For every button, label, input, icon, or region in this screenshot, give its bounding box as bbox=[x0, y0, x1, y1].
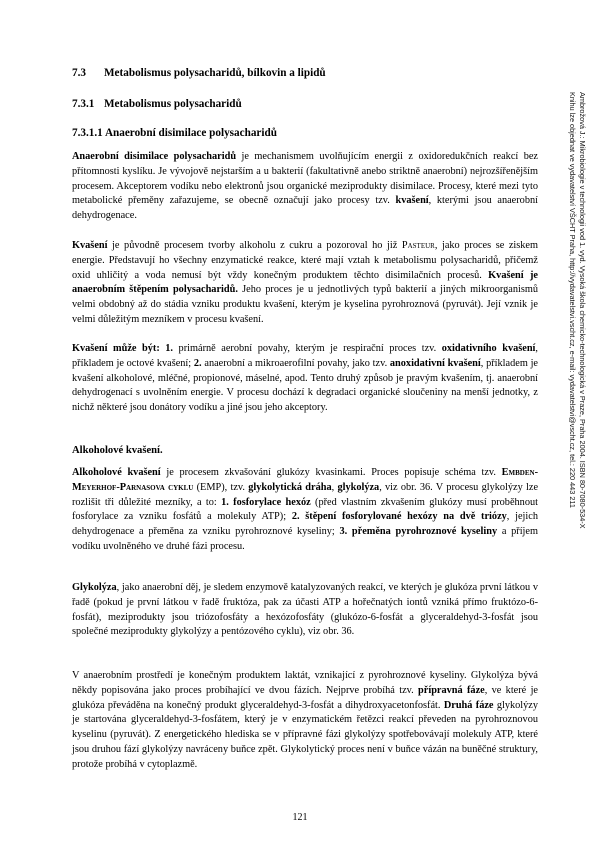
term: přípravná fáze bbox=[418, 684, 485, 696]
text: (EMP), tzv. bbox=[193, 481, 249, 493]
text: je procesem zkvašování glukózy kvasinkami. Proces popisuje schéma tzv. bbox=[160, 467, 502, 478]
text: , viz obr. 36. V procesu glykolýzy lze rozlišit tři důležité mezníky, a to: bbox=[72, 481, 539, 508]
text: (před vlastním zkvašením glukózy musí proběhnout fosforylace za vzniku fosfátů a molekuly ATP); bbox=[72, 496, 538, 523]
text: , kterými jsou anaerobní dehydrogenace. bbox=[72, 195, 538, 222]
term: Kvašení je anaerobním štěpením polysacharidů. bbox=[72, 269, 538, 296]
citation-line-2: Knihu lze objednat ve vydavatelství VŠCHT Praha, http://vydavatelstvi.vscht.cz, e-mail: vydavatelstvi@vscht.cz, tel.: 220 443 211 bbox=[568, 92, 577, 508]
term: kvašení bbox=[395, 195, 429, 207]
text: , bbox=[331, 481, 338, 493]
text: glykolýzy je startována glyceraldehyd-3-fosfátem, který je v enzymatickém řetězci reakcí převeden na pyrohroznovou kyselinu (pyruvát). Z energetického hlediska se v přípravné fázi glykolýzy spotřebovávají molekuly ATP, které jsou druhou fází glykolýzy navráceny buňce zpět. Glykolytický proces není v buňce vázán na buněčné struktury, protože probíhá v cytoplazmě. bbox=[72, 699, 539, 770]
subheading-alcoholic: Alkoholové kvašení. bbox=[72, 445, 163, 456]
term: Druhá fáze bbox=[443, 699, 494, 711]
text: , jako anaerobní děj, je sledem enzymově katalyzovaných reakcí, ve kterých je glukóza první látkou v řadě (pokud je první látkou v řadě fruktóza, pak za účasti ATP a hořečnatých iontů vzniká přímo fruktózo-6-fosfát), meziprodukty jsou triózofosfáty a hexózofosfáty (glukózo-6-fosfát a glyceraldehyd-3-fosfát jsou společné meziprodukty glykolýzy a pentózového cyklu), viz obr. 36. bbox=[72, 582, 538, 638]
paragraph-4 bbox=[72, 466, 538, 555]
text: , příkladem je octové kvašení; bbox=[72, 343, 538, 369]
paragraph-6 bbox=[72, 669, 538, 773]
paragraph-1 bbox=[72, 150, 538, 224]
heading-number: 7.3.1 bbox=[72, 98, 95, 110]
term: anoxidativní kvašení bbox=[389, 357, 481, 369]
term: Kvašení bbox=[72, 240, 108, 251]
term: Kvašení může být: 1. bbox=[72, 343, 174, 354]
text: V anaerobním prostředí je konečným produktem laktát, vznikající z pyrohroznové kyseliny. Glykolýza bývá někdy popisována jako proces probíhající ve dvou fázích. Nejprve probíhá tzv. bbox=[72, 670, 538, 696]
text: Jeho proces je u jednotlivých typů bakterií a jiných mikroorganismů velmi obdobný až do stádia vzniku produktu kvašení, kterým je kyselina pyrohroznová (pyruvát). Její vznik je velmi důležitým mezníkem v procesu kvašení. bbox=[72, 284, 538, 325]
term: glykolýza bbox=[337, 481, 380, 493]
term: 2. štěpení fosforylované hexózy na dvě triózy bbox=[291, 511, 507, 523]
heading-text: Metabolismus polysacharidů, bílkovin a lipidů bbox=[104, 67, 326, 79]
term: Glykolýza bbox=[72, 582, 117, 593]
side-citation bbox=[547, 92, 587, 652]
heading-7-3 bbox=[72, 67, 326, 79]
text: je původně procesem tvorby alkoholu z cukru a pozoroval ho již bbox=[107, 240, 402, 251]
page-number: 121 bbox=[292, 812, 308, 823]
text: anaerobní a mikroaerofilní povahy, jako tzv. bbox=[201, 357, 390, 369]
term: 1. fosforylace hexóz bbox=[221, 496, 311, 508]
heading-7-3-1-1: 7.3.1.1 Anaerobní disimilace polysacharidů bbox=[72, 127, 277, 139]
text: , příkladem je kvašení alkoholové, mléčné, propionové, máselné, apod. Tento druhý způsob je pravým kvašením, tj. anaerobní dehydrogenací s uvolněním energie. V procesu dochází k degradaci organické sloučeniny na menší jednotky, z nichž některé jsou donátory vodíku a jiné jsou jeho akceptory. bbox=[72, 357, 538, 414]
heading-number: 7.3 bbox=[72, 67, 86, 79]
term: 2. bbox=[193, 357, 202, 369]
text: , jako proces se ziskem energie. Představují ho všechny enzymatické reakce, které mají vztah k metabolismu polysacharidů, přičemž oxid uhličitý a voda nemusí být vždy konečným produktem těchto disimilačních procesů. bbox=[72, 240, 539, 281]
text: , ve které je glukóza převáděna na konečný produkt glyceraldehyd-3-fosfát a dihydroxyacetonfosfát. bbox=[72, 684, 539, 711]
text: , jejich dehydrogenace a přeměna za vzniku pyrohroznové kyseliny; bbox=[72, 511, 538, 538]
text: a příjem vodíku uvolněného ve druhé fázi procesu. bbox=[72, 526, 538, 552]
term: Embden-Meyerhof-Parnasova cyklu bbox=[72, 467, 538, 493]
term: Anaerobní disimilace polysacharidů bbox=[72, 151, 237, 162]
term: 3. přeměna pyrohroznové kyseliny bbox=[339, 526, 498, 538]
paragraph-2 bbox=[72, 239, 538, 328]
heading-text: Metabolismus polysacharidů bbox=[104, 98, 242, 110]
name: Pasteur bbox=[401, 240, 435, 251]
citation-line-1: Ambrožová J.: Mikrobiologie v technologii vod 1. vyd. Vysoká škola chemicko-technologická v Praze, Praha 2004. ISBN 80-7080-534-X bbox=[578, 92, 587, 529]
text: je mechanismem uvolňujícím energii z oxidoredukčních reakcí bez přítomnosti kyslíku. Je vývojově nejstarším a u bakterií (fakultativně anebo striktně anaerobní) nejrozšířenějším procesem. Akceptorem vodíku nebo elektronů jsou organické meziprodukty disimilace. Procesy, které mezi tyto metabolické přeměny zařazujeme, se obecně označují jako procesy tzv. bbox=[72, 151, 538, 207]
term: Alkoholové kvašení bbox=[72, 467, 161, 478]
paragraph-5 bbox=[72, 581, 538, 640]
heading-7-3-1 bbox=[72, 98, 242, 110]
term: glykolytická dráha bbox=[248, 481, 332, 493]
paragraph-3 bbox=[72, 342, 538, 416]
term: oxidativního kvašení bbox=[441, 343, 536, 354]
text: primárně aerobní povahy, kterým je respirační proces tzv. bbox=[173, 343, 442, 354]
